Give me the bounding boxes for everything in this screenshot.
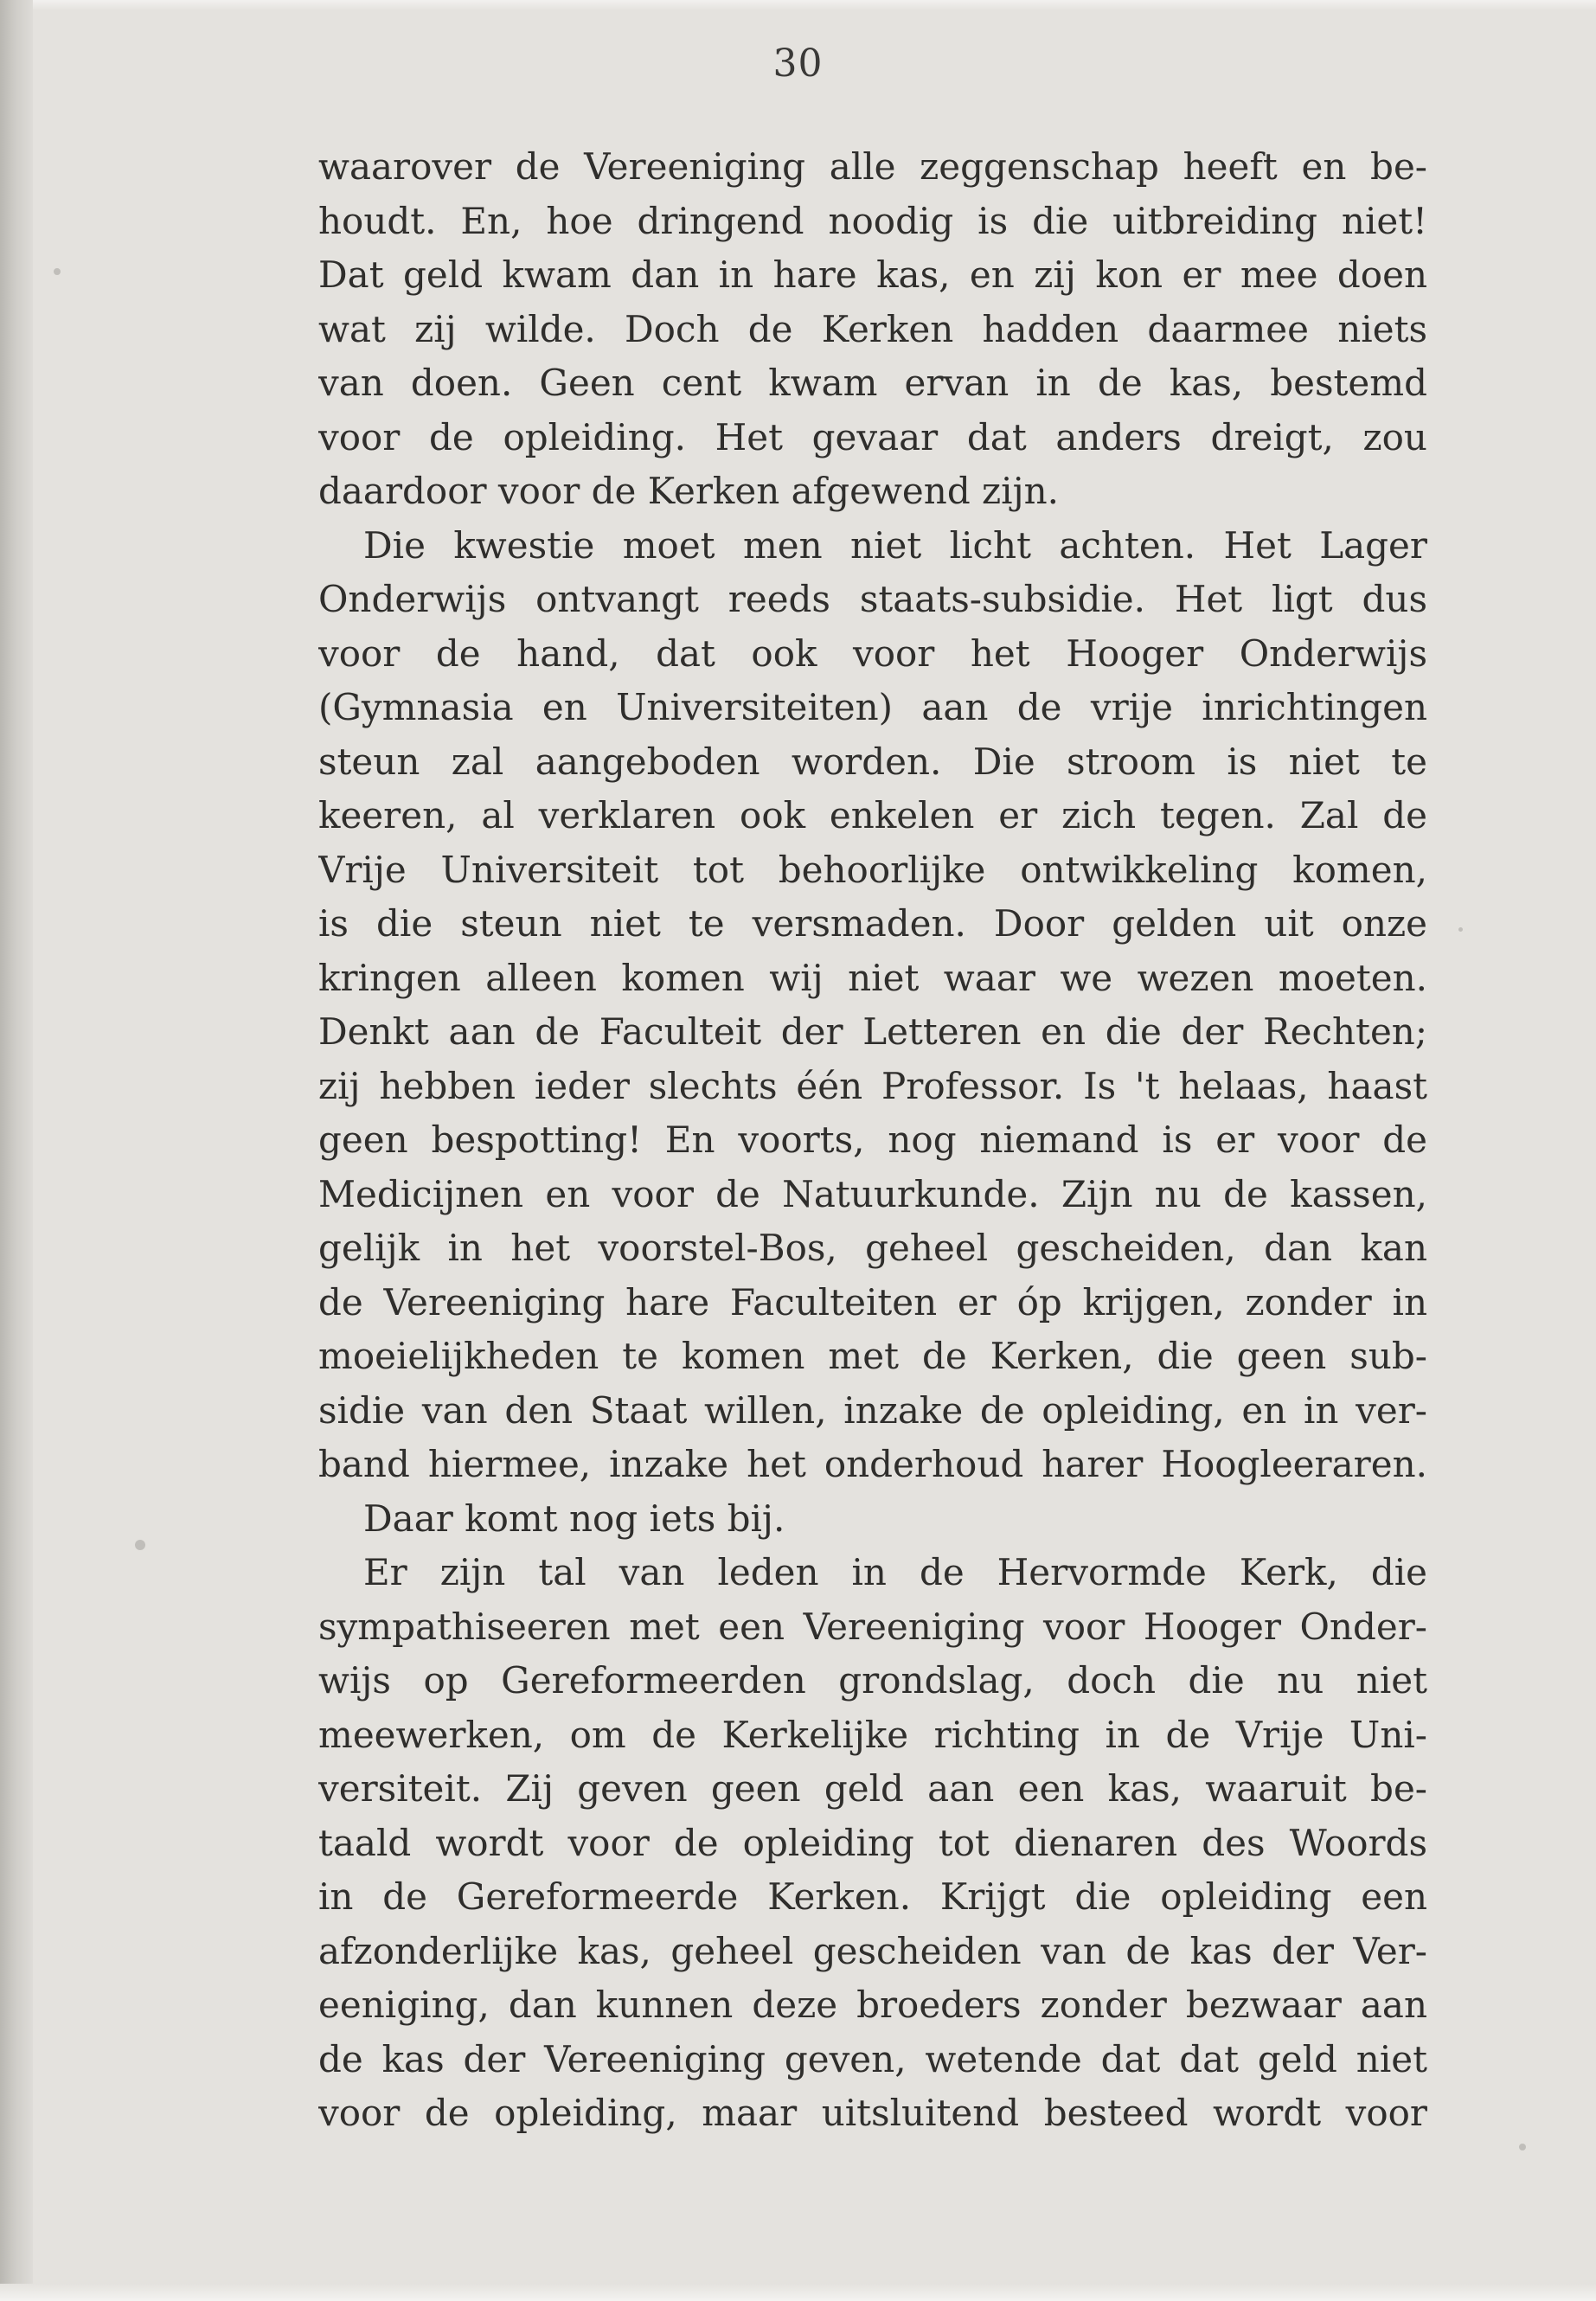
text-line: sidie van den Staat willen, inzake de opleiding, en in ver-	[318, 1388, 1427, 1432]
text-line: taald wordt voor de opleiding tot dienaren des Woords	[318, 1821, 1427, 1864]
text-line: de Vereeniging hare Faculteiten er óp krijgen, zonder in	[318, 1280, 1427, 1324]
book-spine-shadow	[0, 0, 33, 2301]
body-text	[318, 140, 1427, 2141]
text-line: moeielijkheden te komen met de Kerken, die geen sub-	[318, 1335, 1427, 1377]
text-line: band hiermee, inzake het onderhoud harer Hoogleeraren.	[318, 1443, 1427, 1485]
text-line: voor de opleiding. Het gevaar dat anders dreigt, zou	[318, 415, 1427, 458]
text-line: steun zal aangeboden worden. Die stroom is niet te	[318, 740, 1427, 783]
text-line: wijs op Gereformeerden grondslag, doch die nu niet	[318, 1659, 1427, 1702]
text-line: Medicijnen en voor de Natuurkunde. Zijn nu de kassen,	[318, 1172, 1427, 1215]
text-line: Die kwestie moet men niet licht achten. Het Lager	[363, 523, 1427, 567]
page-bottom-edge	[0, 2284, 1596, 2301]
page-top-edge	[0, 0, 1596, 10]
text-line: voor de hand, dat ook voor het Hooger Onderwijs	[318, 631, 1427, 675]
text-line: houdt. En, hoe dringend noodig is die uitbreiding niet!	[318, 199, 1427, 242]
text-line: is die steun niet te versmaden. Door gelden uit onze	[318, 902, 1427, 945]
text-line: van doen. Geen cent kwam ervan in de kas, bestemd	[318, 362, 1427, 404]
text-line: voor de opleiding, maar uitsluitend besteed wordt voor	[318, 2092, 1427, 2134]
paper-speck	[1519, 2144, 1526, 2150]
text-line: Daar komt nog iets bij.	[363, 1497, 785, 1540]
text-line: meewerken, om de Kerkelijke richting in de Vrije Uni-	[318, 1713, 1427, 1756]
text-line: zij hebben ieder slechts één Professor. Is 't helaas, haast	[318, 1064, 1427, 1107]
text-line: kringen alleen komen wij niet waar we wezen moeten.	[318, 956, 1427, 999]
text-line: keeren, al verklaren ook enkelen er zich tegen. Zal de	[318, 794, 1427, 836]
text-line: sympathiseeren met een Vereeniging voor Hooger Onder-	[318, 1605, 1427, 1648]
text-line: Denkt aan de Faculteit der Letteren en die der Rechten;	[318, 1010, 1427, 1053]
text-line: Onderwijs ontvangt reeds staats-subsidie. Het ligt dus	[318, 578, 1427, 620]
text-line: Er zijn tal van leden in de Hervormde Kerk, die	[363, 1551, 1427, 1593]
text-line: in de Gereformeerde Kerken. Krijgt die opleiding een	[318, 1875, 1427, 1918]
paper-speck	[54, 268, 61, 275]
text-line: wat zij wilde. Doch de Kerken hadden daarmee niets	[318, 307, 1427, 350]
text-line: afzonderlijke kas, geheel gescheiden van de kas der Ver-	[318, 1929, 1427, 1972]
text-line: geen bespotting! En voorts, nog niemand is er voor de	[318, 1118, 1427, 1161]
paper-speck	[1458, 927, 1463, 932]
page-number: 30	[772, 42, 824, 86]
text-line: waarover de Vereeniging alle zeggenschap heeft en be-	[318, 145, 1427, 188]
text-line: versiteit. Zij geven geen geld aan een kas, waaruit be-	[318, 1767, 1427, 1810]
text-line: daardoor voor de Kerken afgewend zijn.	[318, 470, 1060, 512]
text-line: Vrije Universiteit tot behoorlijke ontwikkeling komen,	[318, 848, 1427, 891]
paper-speck	[135, 1540, 145, 1550]
text-line: gelijk in het voorstel-Bos, geheel gescheiden, dan kan	[318, 1227, 1427, 1269]
text-line: Dat geld kwam dan in hare kas, en zij kon er mee doen	[318, 253, 1427, 296]
text-line: (Gymnasia en Universiteiten) aan de vrije inrichtingen	[318, 686, 1427, 728]
text-line: de kas der Vereeniging geven, wetende dat dat geld niet	[318, 2037, 1427, 2080]
text-line: eeniging, dan kunnen deze broeders zonder bezwaar aan	[318, 1984, 1427, 2026]
